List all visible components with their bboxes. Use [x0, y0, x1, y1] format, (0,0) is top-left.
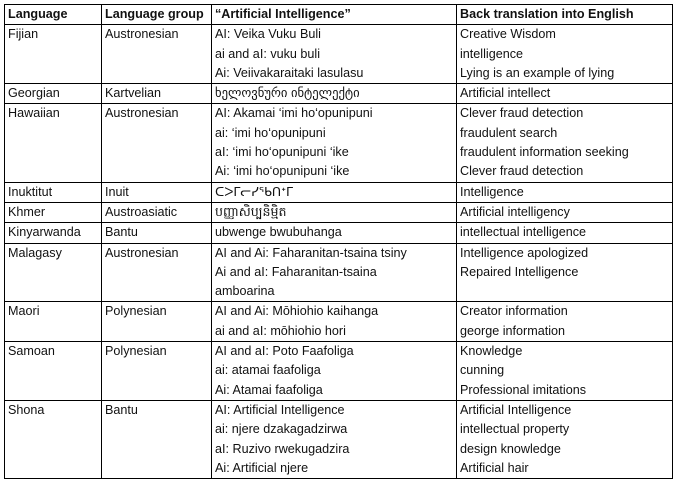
back-translation-line [460, 282, 669, 301]
cell-language: Inuktitut [5, 182, 102, 202]
back-translation-line: intellectual intelligence [460, 225, 587, 240]
cell-language-group: Kartvelian [102, 84, 212, 104]
back-translation-line: Professional imitations [460, 382, 586, 397]
translation-table-container [4, 4, 673, 479]
cell-artificial-intelligence [212, 202, 457, 222]
back-translation-line: Artificial intellect [460, 86, 551, 101]
ai-term-line: ai: atamai faafoliga [215, 363, 321, 378]
header-back-translation: Back translation into English [457, 5, 673, 25]
table-row [5, 400, 673, 478]
table-row [5, 202, 673, 222]
back-translation-line: Creative Wisdom [460, 27, 556, 42]
cell-language-group: Austroasiatic [102, 202, 212, 222]
back-translation-line: Artificial intelligency [460, 204, 570, 219]
table-row [5, 182, 673, 202]
cell-back-translation [457, 25, 673, 84]
cell-language: Samoan [5, 342, 102, 401]
table-body [5, 25, 673, 479]
ai-term-line: AI: Veika Vuku Buli [215, 27, 321, 42]
cell-language-group: Bantu [102, 223, 212, 243]
back-translation-line: Knowledge [460, 344, 523, 359]
back-translation-line: fraudulent search [460, 125, 558, 140]
back-translation-line: Artificial hair [460, 460, 529, 475]
back-translation-line: Artificial Intelligence [460, 402, 572, 417]
ai-term-line: AI and Ai: Mōhiohio kaihanga [215, 304, 379, 319]
table-row [5, 302, 673, 342]
cell-back-translation [457, 400, 673, 478]
back-translation-line: Clever fraud detection [460, 106, 584, 121]
cell-back-translation [457, 202, 673, 222]
cell-back-translation [457, 182, 673, 202]
cell-artificial-intelligence [212, 400, 457, 478]
ai-term-line: AI: Artificial Intelligence [215, 402, 345, 417]
ai-term-line: ai and aI: vuku buli [215, 46, 321, 61]
cell-language: Kinyarwanda [5, 223, 102, 243]
back-translation-line: Clever fraud detection [460, 164, 584, 179]
table-row [5, 84, 673, 104]
ai-term-line: ubwenge bwubuhanga [215, 225, 342, 240]
cell-back-translation [457, 243, 673, 302]
table-row [5, 25, 673, 84]
ai-term-line: aI: ‘imi ho‘opunipuni ‘ike [215, 145, 349, 160]
cell-language-group: Austronesian [102, 104, 212, 182]
back-translation-line: Creator information [460, 304, 568, 319]
cell-artificial-intelligence [212, 25, 457, 84]
ai-term-line: Ai: Veiivakaraitaki lasulasu [215, 65, 364, 80]
cell-artificial-intelligence [212, 342, 457, 401]
ai-translation-table [4, 4, 673, 479]
cell-language: Maori [5, 302, 102, 342]
table-row [5, 243, 673, 302]
cell-language: Khmer [5, 202, 102, 222]
table-row [5, 223, 673, 243]
cell-language-group: Polynesian [102, 342, 212, 401]
ai-term-line: ᑕᐳᒥᓕᓯᕐᑲᑎᕀᒥ [215, 184, 294, 199]
header-row [5, 5, 673, 25]
back-translation-line: design knowledge [460, 441, 561, 456]
table-row [5, 104, 673, 182]
cell-language: Malagasy [5, 243, 102, 302]
ai-term-line: ai: njere dzakagadzirwa [215, 422, 348, 437]
cell-language-group: Austronesian [102, 243, 212, 302]
ai-term-line: AI: Akamai ‘imi ho‘opunipuni [215, 106, 373, 121]
ai-term-line: amboarina [215, 284, 275, 299]
ai-term-line: Ai: ‘imi ho‘opunipuni ‘ike [215, 164, 350, 179]
back-translation-line: Repaired Intelligence [460, 264, 579, 279]
cell-artificial-intelligence [212, 182, 457, 202]
back-translation-line: Lying is an example of lying [460, 65, 615, 80]
ai-term-line: បញ្ញាសិប្បនិម្មិត [215, 204, 287, 219]
cell-back-translation [457, 302, 673, 342]
header-language-group: Language group [102, 5, 212, 25]
header-language: Language [5, 5, 102, 25]
ai-term-line: Ai: Artificial njere [215, 460, 309, 475]
cell-language-group: Polynesian [102, 302, 212, 342]
ai-term-line: AI and Ai: Faharanitan-tsaina tsiny [215, 245, 407, 260]
back-translation-line: Intelligence apologized [460, 245, 589, 260]
ai-term-line: aI: Ruzivo rwekugadzira [215, 441, 350, 456]
cell-language-group: Bantu [102, 400, 212, 478]
cell-artificial-intelligence [212, 243, 457, 302]
cell-artificial-intelligence [212, 302, 457, 342]
back-translation-line: fraudulent information seeking [460, 145, 629, 160]
cell-back-translation [457, 84, 673, 104]
cell-language-group: Inuit [102, 182, 212, 202]
ai-term-line: Ai and aI: Faharanitan-tsaina [215, 264, 377, 279]
ai-term-line: AI and aI: Poto Faafoliga [215, 344, 354, 359]
back-translation-line: intellectual property [460, 422, 570, 437]
back-translation-line: intelligence [460, 46, 524, 61]
cell-artificial-intelligence [212, 104, 457, 182]
cell-language: Shona [5, 400, 102, 478]
header-artificial-intelligence: “Artificial Intelligence” [212, 5, 457, 25]
cell-artificial-intelligence [212, 223, 457, 243]
back-translation-line: Intelligence [460, 184, 524, 199]
cell-back-translation [457, 104, 673, 182]
ai-term-line: ai and aI: mōhiohio hori [215, 323, 346, 338]
table-row [5, 342, 673, 401]
back-translation-line: george information [460, 323, 566, 338]
cell-back-translation [457, 342, 673, 401]
cell-language: Fijian [5, 25, 102, 84]
cell-language: Georgian [5, 84, 102, 104]
cell-back-translation [457, 223, 673, 243]
ai-term-line: Ai: Atamai faafoliga [215, 382, 323, 397]
cell-language-group: Austronesian [102, 25, 212, 84]
ai-term-line: ხელოვნური ინტელექტი [215, 86, 360, 101]
back-translation-line: cunning [460, 363, 505, 378]
ai-term-line: ai: ‘imi ho‘opunipuni [215, 125, 326, 140]
cell-language: Hawaiian [5, 104, 102, 182]
cell-artificial-intelligence [212, 84, 457, 104]
